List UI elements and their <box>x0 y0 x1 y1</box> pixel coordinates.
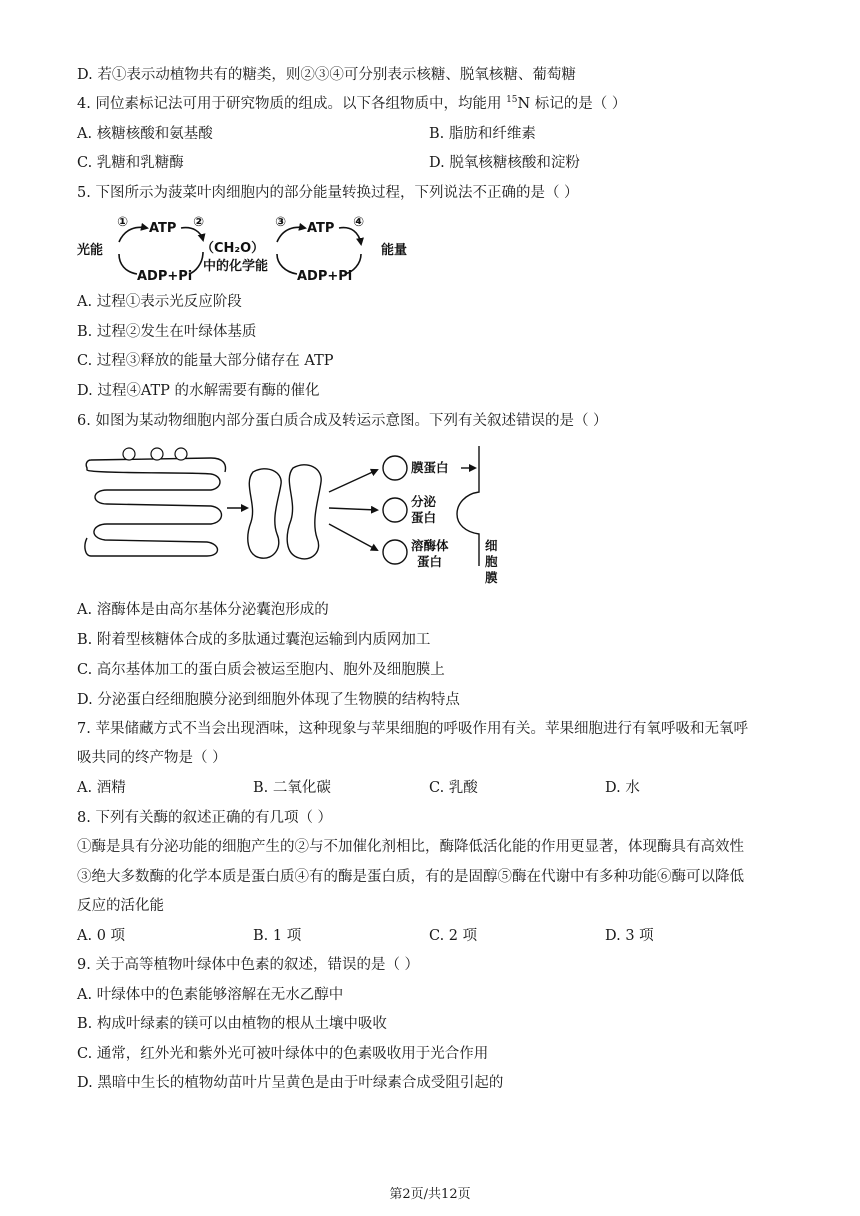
membrane-protein-label: 膜蛋白 <box>411 460 449 475</box>
ch2o-label: （CH₂O） <box>201 241 265 256</box>
arrow-to-lysosome-protein <box>329 524 377 550</box>
q9-option-b: B. 构成叶绿素的镁可以由植物的根从土壤中吸收 <box>77 1016 387 1032</box>
q4-superscript: 15 <box>506 95 518 105</box>
q5-stem: 5. 下图所示为菠菜叶肉细胞内的部分能量转换过程，下列说法不正确的是（ ） <box>77 185 579 201</box>
q8-option-a: A. 0 项 <box>77 928 126 944</box>
q5-option-b: B. 过程②发生在叶绿体基质 <box>77 324 257 340</box>
circle-4-label: ④ <box>353 215 365 230</box>
cell-membrane-label-3: 膜 <box>485 570 498 585</box>
q8-option-c: C. 2 项 <box>429 928 478 944</box>
arrow-adp-return-right <box>277 254 297 274</box>
vesicle-secretory <box>383 498 407 522</box>
q4-option-b: B. 脂肪和纤维素 <box>429 126 536 142</box>
q7-option-b: B. 二氧化碳 <box>253 780 331 796</box>
q6-option-d: D. 分泌蛋白经细胞膜分泌到细胞外体现了生物膜的结构特点 <box>77 692 460 708</box>
golgi-apparatus-right <box>287 465 321 559</box>
cell-membrane <box>457 446 479 566</box>
protein-transport-diagram <box>77 438 527 596</box>
atp-label-right: ATP <box>307 221 335 236</box>
arrow-to-secretory-protein <box>329 508 377 510</box>
cell-membrane-label-1: 细 <box>485 538 498 553</box>
q5-option-d: D. 过程④ATP 的水解需要有酶的催化 <box>77 383 320 399</box>
q4-option-d: D. 脱氧核糖核酸和淀粉 <box>429 155 580 171</box>
q4-stem-part1: 4. 同位素标记法可用于研究物质的组成。以下各组物质中，均能用 <box>77 96 507 112</box>
arrow-adp-return-left <box>119 254 137 274</box>
cell-membrane-label-2: 胞 <box>485 554 498 569</box>
lysosome-protein-label-2: 蛋白 <box>417 554 443 569</box>
q6-option-b: B. 附着型核糖体合成的多肽通过囊泡运输到内质网加工 <box>77 632 431 648</box>
adp-label-right: ADP+Pi <box>297 269 353 284</box>
q4-stem-part2: N 标记的是（ ） <box>517 96 627 112</box>
arrow-to-membrane-protein <box>329 470 377 492</box>
q9-option-c: C. 通常，红外光和紫外光可被叶绿体中的色素吸收用于光合作用 <box>77 1046 489 1062</box>
circle-1-label: ① <box>117 215 129 230</box>
q8-body-line3: 反应的活化能 <box>77 898 164 914</box>
q4-option-c: C. 乳糖和乳糖酶 <box>77 155 184 171</box>
q9-stem: 9. 关于高等植物叶绿体中色素的叙述，错误的是（ ） <box>77 957 420 973</box>
q9-option-a: A. 叶绿体中的色素能够溶解在无水乙醇中 <box>77 987 344 1003</box>
chemical-energy-label: 中的化学能 <box>203 259 269 274</box>
q6-option-a: A. 溶酶体是由高尔基体分泌囊泡形成的 <box>77 602 329 618</box>
endoplasmic-reticulum <box>85 458 226 556</box>
q7-stem-line2: 吸共同的终产物是（ ） <box>77 750 227 766</box>
q7-option-d: D. 水 <box>605 780 640 796</box>
q8-option-b: B. 1 项 <box>253 928 302 944</box>
golgi-apparatus-left <box>248 469 281 558</box>
q4-option-a: A. 核糖核酸和氨基酸 <box>77 126 213 142</box>
ribosomes <box>123 448 187 460</box>
q8-body-line2: ③绝大多数酶的化学本质是蛋白质④有的酶是蛋白质，有的是固醇⑤酶在代谢中有多种功能⑥酶可以降低 <box>77 869 744 885</box>
arrow-process-4 <box>339 228 361 244</box>
q7-option-c: C. 乳酸 <box>429 780 478 796</box>
q9-option-d: D. 黑暗中生长的植物幼苗叶片呈黄色是由于叶绿素合成受阻引起的 <box>77 1075 504 1091</box>
q4-stem <box>77 94 626 114</box>
q6-option-c: C. 高尔基体加工的蛋白质会被运至胞内、胞外及细胞膜上 <box>77 662 445 678</box>
light-energy-label: 光能 <box>77 243 104 258</box>
q6-stem: 6. 如图为某动物细胞内部分蛋白质合成及转运示意图。下列有关叙述错误的是（ ） <box>77 413 608 429</box>
energy-conversion-diagram <box>77 210 422 288</box>
q8-stem: 8. 下列有关酶的叙述正确的有几项（ ） <box>77 810 333 826</box>
atp-label-left: ATP <box>149 221 177 236</box>
q7-stem-line1: 7. 苹果储藏方式不当会出现酒味，这种现象与苹果细胞的呼吸作用有关。苹果细胞进行有氧呼吸和无氧呼 <box>77 721 748 737</box>
q5-option-a: A. 过程①表示光反应阶段 <box>77 294 242 310</box>
lysosome-protein-label-1: 溶酶体 <box>411 538 449 553</box>
circle-3-label: ③ <box>275 215 287 230</box>
page-number: 第2页/共12页 <box>389 1187 471 1202</box>
secretory-protein-label-2: 蛋白 <box>411 510 437 525</box>
q5-option-c: C. 过程③释放的能量大部分储存在 ATP <box>77 353 334 369</box>
vesicle-lysosome <box>383 540 407 564</box>
energy-label: 能量 <box>381 243 408 258</box>
circle-2-label: ② <box>193 215 205 230</box>
vesicle-membrane-protein <box>383 456 407 480</box>
q8-body-line1: ①酶是具有分泌功能的细胞产生的②与不加催化剂相比，酶降低活化能的作用更显著，体现酶具有高效性 <box>77 839 744 855</box>
q7-option-a: A. 酒精 <box>77 780 126 796</box>
adp-label-left: ADP+Pi <box>137 269 193 284</box>
q3-option-d: D. 若①表示动植物共有的糖类，则②③④可分别表示核糖、脱氧核糖、葡萄糖 <box>77 67 576 83</box>
secretory-protein-label-1: 分泌 <box>411 494 437 509</box>
q8-option-d: D. 3 项 <box>605 928 654 944</box>
